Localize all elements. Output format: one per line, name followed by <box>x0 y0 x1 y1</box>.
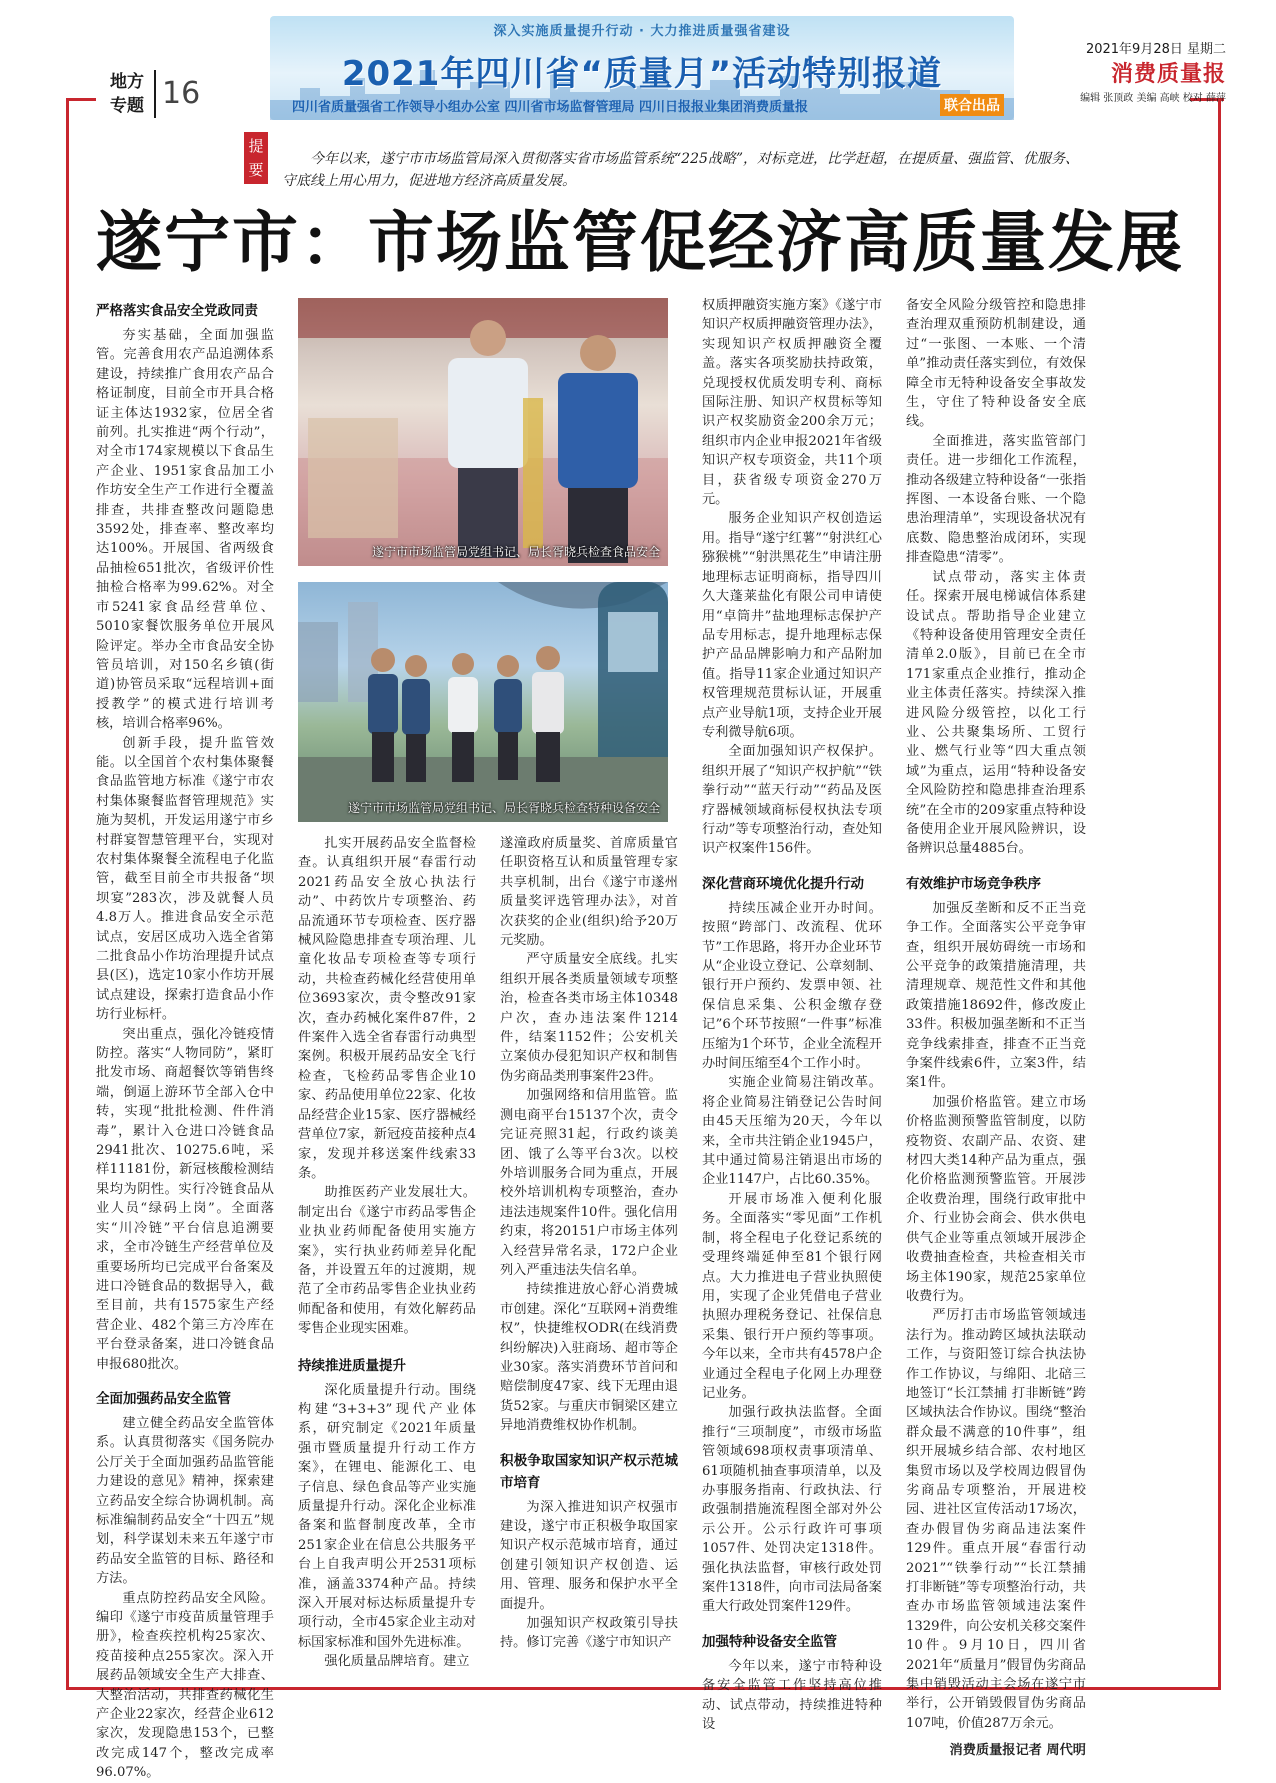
page-number: 16 <box>162 76 201 111</box>
paragraph: 突出重点，强化冷链疫情防控。落实“人物同防”，紧盯批发市场、商超餐饮等销售终端，倒逼上游环节全部入仓中转，实现“批批检测、件件消毒”，累计入仓进口冷链食品2941批次、10275.6吨，采样11181份，新冠核酸检测结果均为阴性。实行冷链食品从业人员“绿码上岗”。全面落实“川冷链”平台信息追溯要求，全市冷链生产经营单位及重要场所均已完成平台备案及进口冷链食品的数据导入，截至目前，共有1575家生产经营企业、482个第三方冷库在平台登录备案，进口冷链食品申报680批次。 <box>96 1026 274 1372</box>
paragraph: 为深入推进知识产权强市建设，遂宁市正积极争取国家知识产权示范城市培育，通过创建引领知识产权创造、运用、管理、服务和保护水平全面提升。 <box>500 1499 678 1612</box>
paragraph: 强化质量品牌培育。建立 <box>324 1654 470 1670</box>
paragraph: 加强反垄断和反不正当竞争工作。全面落实公平竞争审查，组织开展妨碍统一市场和公平竞争的政策措施清理，共清理规章、规范性文件和其他政策措施18692件，修改废止33件。积极加强垄断和不正当竞争线索排查，排查不正当竞争案件线索6件，立案3件，结案1件。 <box>906 900 1086 1091</box>
photo-caption: 遂宁市市场监管局党组书记、局长胥晓兵检查食品安全 <box>371 545 660 559</box>
article-column-5 <box>906 296 1086 1759</box>
paragraph: 加强行政执法监督。全面推行“三项制度”，市级市场监管领域698项权责事项清单、61项随机抽查事项清单，以及办事服务指南、行政执法、行政强制措施流程图全部对外公示公开。公示行政许可事项1057件、处罚决定1318件。强化执法监督，审核行政处罚案件1318件，向市司法局备案重大行政处罚案件129件。 <box>702 1405 882 1615</box>
paragraph: 加强知识产权政策引导扶持。修订完善《遂宁市知识产 <box>500 1616 678 1651</box>
paragraph: 权质押融资实施方案》《遂宁市知识产权质押融资管理办法》，实现知识产权质押融资全覆盖。落实各项奖励扶持政策，兑现授权优质发明专利、商标国际注册、知识产权贯标等知识产权奖励资金200余万元；组织市内企业申报2021年省级知识产权专项资金，共11个项目，获省级专项资金270万元。 <box>702 298 882 508</box>
issue-date: 2021年9月28日 星期二 <box>1085 42 1226 57</box>
paragraph: 备安全风险分级管控和隐患排查治理双重预防机制建设，通过“一张图、一本账、一个清单”推动责任落实到位，有效保障全市无特种设备安全事故发生，守住了特种设备安全底线。 <box>906 298 1086 430</box>
paragraph: 深化质量提升行动。围绕构建“3+3+3”现代产业体系，研究制定《2021年质量强市暨质量提升行动工作方案》，在锂电、能源化工、电子信息、绿色食品等产业实施质量提升行动。深化企业标准备案和监督制度改革，全市251家企业在信息公共服务平台上自我声明公开2531项标准，涵盖3374种产品。持续深入开展对标达标质量提升专项行动，全市45家企业主动对标国家标准和国外先进标准。 <box>298 1382 476 1650</box>
article-column-1 <box>96 296 274 1781</box>
paragraph: 遂潼政府质量奖、首席质量官任职资格互认和质量管理专家共享机制，出台《遂宁市遂州质量奖评选管理办法》，对首次获奖的企业(组织)给予20万元奖励。 <box>500 836 678 949</box>
subheading: 持续推进质量提升 <box>298 1357 406 1374</box>
subheading: 有效维护市场竞争秩序 <box>906 875 1041 892</box>
paragraph: 严厉打击市场监管领域违法行为。推动跨区域执法联动工作，与资阳签订综合执法协作工作协议，与绵阳、北碚三地签订“长江禁捕 打非断链”跨区域执法合作协议。围绕“整治群众最不满意的10件事”，组织开展城乡结合部、农村地区集贸市场以及学校周边假冒伪劣商品专项整治，开展进校园、进社区宣传活动17场次，查办假冒伪劣商品违法案件129件。重点开展“春雷行动2021”“铁拳行动”“长江禁捕 打非断链”等专项整治行动，共查办市场监管领域违法案件1329件，向公安机关移交案件10件。9月10日，四川省2021年“质量月”假冒伪劣商品集中销毁活动主会场在遂宁市举行，公开销毁假冒伪劣商品107吨，价值287万余元。 <box>906 1308 1086 1731</box>
joint-production-badge: 联合出品 <box>940 94 1004 116</box>
paragraph: 持续压减企业开办时间。按照“跨部门、改流程、优环节”工作思路，将开办企业环节从“企业设立登记、公章刻制、银行开户预约、发票申领、社保信息采集、公积金缴存登记”6个环节按照“一件事”标准压缩为1个环节，企业全流程开办时间压缩至4个工作小时。 <box>702 900 882 1072</box>
banner-slogan: 深入实施质量提升行动 · 大力推进质量强省建设 <box>493 24 791 39</box>
subheading: 积极争取国家知识产权示范城市培育 <box>500 1452 678 1491</box>
photo-caption: 遂宁市市场监管局党组书记、局长胥晓兵检查特种设备安全 <box>347 801 660 815</box>
paragraph: 夯实基础，全面加强监管。完善食用农产品追溯体系建设，持续推广食用农产品合格证制度，目前全市开具合格证主体达1932家，位居全省前列。扎实推进“两个行动”，对全市174家规模以下食品生产企业、1951家食品加工小作坊安全生产工作进行全覆盖排查，共排查整改问题隐患3592处，排查率、整改率均达100%。开展国、省两级食品抽检651批次，省级评价性抽检合格率为99.62%。对全市5241家食品经营单位、5010家餐饮服务单位开展风险评定。举办全市食品安全协管员培训，对150名乡镇(街道)协管员采取“远程培训+面授教学”的模式进行培训考核，培训合格率96%。 <box>96 328 274 732</box>
summary-text: 今年以来，遂宁市市场监管局深入贯彻落实省市场监管系统“225战略”，对标竞进，比学赶超，在提质量、强监管、优服务、守底线上用心用力，促进地方经济高质量发展。 <box>282 151 1080 189</box>
newspaper-name: 消费质量报 <box>1110 62 1226 87</box>
subheading: 深化营商环境优化提升行动 <box>702 875 864 892</box>
paragraph: 加强价格监管。建立市场价格监测预警监管制度，以防疫物资、农副产品、农资、建材四大类14种产品为重点，强化价格监测预警监管。开展涉企收费治理，围绕行政审批中介、行业协会商会、供水供电供气企业等重点领域开展涉企收费抽查检查，共检查相关市场主体190家，规范25家单位收费行为。 <box>906 1094 1086 1304</box>
paragraph: 全面推进，落实监管部门责任。进一步细化工作流程，推动各级建立特种设备“一张指挥图、一本设备台账、一个隐患治理清单”，实现设备状况有底数、隐患整治成闭环，实现排查隐患“清零”。 <box>906 433 1086 566</box>
photo-equipment-inspection <box>298 582 668 822</box>
reporter-byline: 消费质量报记者 周代明 <box>949 1743 1086 1759</box>
paragraph: 严守质量安全底线。扎实组织开展各类质量领域专项整治，检查各类市场主体10348户次，查办违法案件1214件，结案1152件；公安机关立案侦办侵犯知识产权和制售伪劣商品类刑事案件23件。 <box>500 952 678 1084</box>
paragraph: 创新手段，提升监管效能。以全国首个农村集体聚餐食品监管地方标准《遂宁市农村集体聚餐监督管理规范》实施为契机，开发运用遂宁市乡村群宴智慧管理平台，实现对农村集体聚餐全流程电子化监管，截至目前全市共报备“坝坝宴”283次，涉及就餐人员4.8万人。推进食品安全示范试点，安居区成功入选全省第二批食品小作坊治理提升试点县(区)，选定10家小作坊开展试点建设，探索打造食品小作坊行业标杆。 <box>96 735 274 1023</box>
paragraph: 今年以来，遂宁市特种设备安全监管工作坚持高位推动、试点带动，持续推进特种设 <box>702 1658 882 1733</box>
section-tag <box>100 68 201 122</box>
masthead <box>1046 38 1226 104</box>
paragraph: 建立健全药品安全监管体系。认真贯彻落实《国务院办公厅关于全面加强药品监管能力建设的意见》精神，探索建立药品安全综合协调机制。高标准编制药品安全“十四五”规划，科学谋划未来五年遂宁市药品安全监管的目标、路径和方法。 <box>96 1415 274 1587</box>
section-label: 地方 专题 <box>100 70 156 118</box>
paragraph: 助推医药产业发展壮大。制定出台《遂宁市药品零售企业执业药师配备使用实施方案》，实行执业药师差异化配备，并设置五年的过渡期，规范了全市药品零售企业执业药师配备和使用，有效化解药品零售企业现实困难。 <box>298 1185 476 1337</box>
photo-food-inspection <box>298 298 668 566</box>
paragraph: 全面加强知识产权保护。组织开展了“知识产权护航”“铁拳行动”“蓝天行动”“药品及医疗器械领域商标侵权执法专项行动”等专项整治行动，查处知识产权案件156件。 <box>702 744 882 857</box>
article-headline: 遂宁市：市场监管促经济高质量发展 <box>96 204 1184 281</box>
paragraph: 开展市场准入便利化服务。全面落实“零见面”工作机制，将全程电子化登记系统的受理终端延伸至81个银行网点。大力推进电子营业执照使用，实现了企业凭借电子营业执照办理税务登记、社保信息采集、银行开户预约等事项。今年以来，全市共有4578户企业通过全程电子化网上办理登记业务。 <box>702 1191 882 1401</box>
photo-food-inspection-image <box>298 298 668 566</box>
paragraph: 扎实开展药品安全监督检查。认真组织开展“春雷行动2021药品安全放心执法行动”、中药饮片专项整治、药品流通环节专项检查、医疗器械风险隐患排查专项治理、儿童化妆品专项检查等专项行动，共检查药械化经营使用单位3693家次，责令整改91家次，查办药械化案件87件，2件案件入选全省春雷行动典型案例。积极开展药品安全飞行检查，飞检药品零售企业10家、药品使用单位22家、化妆品经营企业15家、医疗器械经营单位7家，新冠疫苗接种点4家，发现并移送案件线索33条。 <box>298 836 476 1181</box>
banner-title: 2021年四川省“质量月”活动特别报道 <box>341 54 943 94</box>
page-border-top-left <box>66 98 96 101</box>
paragraph: 实施企业简易注销改革。将企业简易注销登记公告时间由45天压缩为20天，今年以来，全市共注销企业1945户，其中通过简易注销退出市场的企业1147户，占比60.35%。 <box>702 1075 882 1188</box>
banner-organizations: 四川省质量强省工作领导小组办公室 四川省市场监督管理局 四川日报报业集团消费质量报 <box>292 100 809 115</box>
paragraph: 服务企业知识产权创造运用。指导“遂宁红薯”“射洪红心猕猴桃”“射洪黑花生”申请注册地理标志证明商标，指导四川久大蓬莱盐化有限公司申请使用“卓筒井”盐地理标志保护产品专用标志，提升地理标志保护产品品牌影响力和产品附加值。指导11家企业通过知识产权管理规范贯标认证，开展重点产业导航1项，支持企业开展专利微导航6项。 <box>702 511 882 740</box>
photo-equipment-inspection-image <box>298 582 668 822</box>
paragraph: 持续推进放心舒心消费城市创建。深化“互联网+消费维权”，快捷维权ODR(在线消费纠纷解决)入驻商场、超市等企业30家。落实消费环节首问和赔偿制度47家、线下无理由退货52家。与重庆市铜梁区建立异地消费维权协作机制。 <box>500 1282 678 1434</box>
subheading: 全面加强药品安全监管 <box>96 1390 231 1407</box>
paragraph: 重点防控药品安全风险。编印《遂宁市疫苗质量管理手册》，检查疾控机构25家次、疫苗接种点255家次。深入开展药品领域安全生产大排查、大整治活动，共排查药械化生产企业22家次，经营企业612家次，发现隐患153个，已整改完成147个，整改完成率96.07%。 <box>96 1590 274 1781</box>
summary-badge: 提要 <box>244 132 268 184</box>
editor-credits: 编辑 张顶政 美编 高峡 校对 薛萍 <box>1080 93 1226 104</box>
article-column-2 <box>298 834 476 1676</box>
subheading: 严格落实食品安全党政同责 <box>96 303 258 319</box>
subheading: 加强特种设备安全监管 <box>702 1633 837 1650</box>
paragraph: 试点带动，落实主体责任。探索开展电梯诚信体系建设试点。帮助指导企业建立《特种设备使用管理安全责任清单2.0版》，目前已在全市171家重点企业推行，推动企业主体责任落实。持续深入推进风险分级管控，以化工行业、公共聚集场所、工贸行业、燃气行业等“四大重点领域”为重点，运用“特种设备安全风险防控和隐患排查治理系统”在全市的209家重点特种设备使用企业开展风险辨识，设备辨识总量4885台。 <box>906 569 1086 857</box>
paragraph: 加强网络和信用监管。监测电商平台15137个次，责令完证亮照31起，行政约谈美团、饿了么等平台3次。以校外培训服务合同为重点，开展校外培训机构专项整治，查办违法违规案件10件。强化信用约束，将20151户市场主体列入经营异常名录，172户企业列入严重违法失信名单。 <box>500 1088 678 1278</box>
special-report-banner <box>270 16 1014 120</box>
article-column-3 <box>500 834 678 1676</box>
article-column-4 <box>702 296 882 1733</box>
